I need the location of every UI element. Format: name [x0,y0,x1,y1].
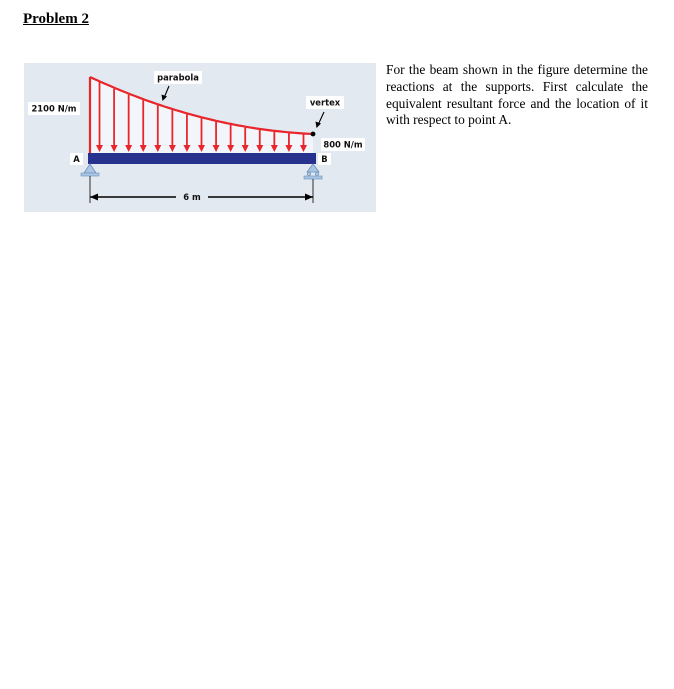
vertex-label: vertex [309,97,341,108]
parabola-label: parabola [157,72,199,83]
beam-diagram [24,63,376,212]
beam [88,153,316,164]
beam-figure [24,63,376,212]
vertex-point [311,132,316,137]
load-left-label: 2100 N/m [31,103,77,114]
problem-statement: For the beam shown in the figure determine the reactions at the supports. First calculate the equivalent resultant force and the location of it with respect to point A. [386,62,648,128]
support-b-label: B [321,154,328,164]
support-a-label: A [73,154,80,164]
load-right-label: 800 N/m [323,139,363,150]
span-label: 6 m [183,192,201,202]
problem-heading: Problem 2 [23,11,89,27]
